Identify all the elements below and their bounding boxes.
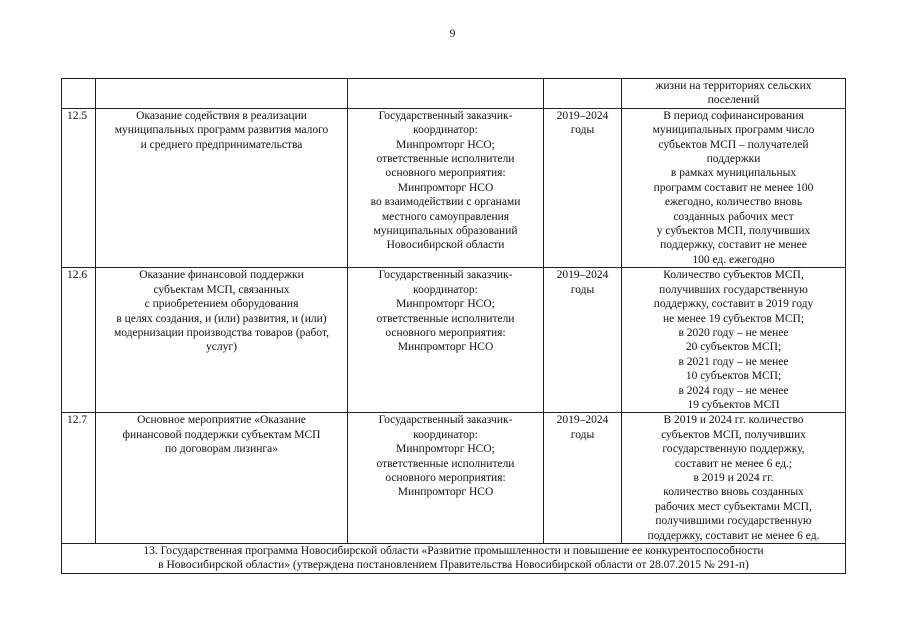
cell-executor-line: Государственный заказчик- bbox=[378, 109, 513, 122]
cell-indicator-line: муниципальных программ число bbox=[652, 124, 815, 137]
cell-indicator-line: поддержку, составит не менее 6 ед. bbox=[647, 529, 820, 542]
cell-indicator-line: В 2019 и 2024 гг. количество bbox=[663, 414, 804, 427]
cell-executor-line: Новосибирской области bbox=[386, 239, 505, 252]
cell-indicator-line: 100 ед. ежегодно bbox=[692, 253, 775, 266]
cell-name-line: по договорам лизинга» bbox=[165, 443, 278, 456]
cell-executor bbox=[348, 79, 544, 109]
cell-num: 12.6 bbox=[62, 268, 96, 413]
cell-name bbox=[96, 108, 348, 267]
cell-indicator-line: созданных рабочих мест bbox=[673, 210, 794, 223]
cell-indicator bbox=[622, 79, 846, 109]
cell-name-line: модернизации производства товаров (работ, bbox=[113, 326, 330, 339]
cell-period bbox=[544, 268, 622, 413]
cell-period-line: годы bbox=[570, 283, 595, 296]
cell-name-line: в целях создания, и (или) развития, и (или) bbox=[116, 312, 327, 325]
cell-executor-line: ответственные исполнители bbox=[376, 153, 515, 166]
cell-indicator-line: субъектов МСП – получателей bbox=[658, 138, 809, 151]
cell-indicator-line: в 2024 году – не менее bbox=[678, 384, 789, 397]
cell-indicator-line: субъектов МСП, получивших bbox=[661, 428, 806, 441]
cell-name bbox=[96, 413, 348, 544]
cell-name-line: муниципальных программ развития малого bbox=[114, 124, 329, 137]
cell-indicator-line: количество вновь созданных bbox=[663, 486, 804, 499]
cell-executor bbox=[348, 413, 544, 544]
indicator-line: поселений bbox=[707, 94, 760, 107]
section-title-line: 13. Государственная программа Новосибирской области «Развитие промышленности и повышение ее конкурентоспособности bbox=[143, 545, 764, 557]
cell-name bbox=[96, 79, 348, 109]
cell-executor-line: координатор: bbox=[413, 124, 478, 137]
cell-indicator bbox=[622, 413, 846, 544]
cell-indicator-line: получивших государственную bbox=[659, 283, 808, 296]
cell-indicator-line: 20 субъектов МСП; bbox=[685, 341, 782, 354]
page-number: 9 bbox=[449, 28, 456, 40]
section-title-cell bbox=[62, 544, 846, 574]
table-row-continued bbox=[62, 79, 846, 109]
cell-indicator-line: 10 субъектов МСП; bbox=[685, 370, 782, 383]
cell-indicator-line: программ составит не менее 100 bbox=[653, 181, 814, 194]
cell-executor-line: муниципальных образований bbox=[373, 225, 518, 238]
measures-table bbox=[61, 78, 846, 574]
cell-name-line: Оказание финансовой поддержки bbox=[139, 269, 304, 282]
cell-indicator-line: в 2019 и 2024 гг. bbox=[693, 471, 774, 484]
cell-executor-line: во взаимодействии с органами bbox=[370, 196, 521, 209]
cell-period-line: годы bbox=[570, 124, 595, 137]
cell-executor-line: Минпромторг НСО; bbox=[396, 443, 495, 456]
cell-executor-line: Минпромторг НСО; bbox=[396, 138, 495, 151]
cell-indicator-line: поддержки bbox=[706, 153, 761, 166]
cell-period-line: 2019–2024 bbox=[556, 269, 609, 282]
cell-executor-line: ответственные исполнители bbox=[376, 457, 515, 470]
cell-period-line: годы bbox=[570, 428, 595, 441]
table-row bbox=[62, 413, 846, 544]
cell-name-line: с приобретением оборудования bbox=[144, 298, 299, 311]
cell-num: 12.5 bbox=[62, 108, 96, 267]
cell-indicator-line: 19 субъектов МСП bbox=[687, 398, 780, 411]
cell-name-line: Основное мероприятие «Оказание bbox=[137, 414, 306, 427]
cell-executor-line: Государственный заказчик- bbox=[378, 269, 513, 282]
cell-indicator bbox=[622, 268, 846, 413]
cell-indicator-line: государственную поддержку, bbox=[662, 443, 805, 456]
cell-indicator-line: в 2021 году – не менее bbox=[678, 355, 789, 368]
cell-executor-line: местного самоуправления bbox=[381, 210, 510, 223]
cell-indicator-line: Количество субъектов МСП, bbox=[663, 269, 804, 282]
table-row bbox=[62, 268, 846, 413]
cell-period bbox=[544, 79, 622, 109]
cell-indicator-line: рабочих мест субъектами МСП, bbox=[655, 500, 812, 513]
indicator-line: жизни на территориях сельских bbox=[655, 80, 812, 92]
cell-indicator-line: получившими государственную bbox=[655, 515, 812, 528]
cell-indicator-line: составит не менее 6 ед.; bbox=[674, 457, 793, 470]
section-title-line: в Новосибирской области» (утверждена постановлением Правительства Новосибирской области от 28.07.2015 № 291-п) bbox=[158, 559, 749, 572]
cell-executor-line: ответственные исполнители bbox=[376, 312, 515, 325]
cell-name-line: финансовой поддержки субъектам МСП bbox=[122, 428, 321, 441]
cell-executor-line: основного мероприятия: bbox=[385, 326, 506, 339]
cell-executor bbox=[348, 268, 544, 413]
table-row-section-footer bbox=[62, 544, 846, 574]
cell-executor-line: координатор: bbox=[413, 428, 478, 441]
cell-indicator-line: поддержку, составит в 2019 году bbox=[653, 298, 814, 311]
cell-indicator-line: не менее 19 субъектов МСП; bbox=[662, 312, 805, 325]
cell-indicator-line: В период софинансирования bbox=[663, 109, 804, 122]
cell-name-line: Оказание содействия в реализации bbox=[136, 109, 307, 122]
cell-executor-line: основного мероприятия: bbox=[385, 471, 506, 484]
cell-name-line: и среднего предпринимательства bbox=[140, 138, 303, 151]
cell-name bbox=[96, 268, 348, 413]
cell-executor-line: Минпромторг НСО bbox=[397, 181, 494, 194]
cell-period-line: 2019–2024 bbox=[556, 109, 609, 122]
cell-indicator-line: в 2020 году – не менее bbox=[678, 326, 789, 339]
cell-indicator bbox=[622, 108, 846, 267]
table-row bbox=[62, 108, 846, 267]
cell-executor-line: основного мероприятия: bbox=[385, 167, 506, 180]
cell-indicator-line: поддержку, составит не менее bbox=[660, 239, 807, 252]
cell-num: 12.7 bbox=[62, 413, 96, 544]
cell-name-line: услуг) bbox=[206, 341, 237, 354]
cell-num bbox=[62, 79, 96, 109]
cell-period bbox=[544, 413, 622, 544]
cell-indicator-line: ежегодно, количество вновь bbox=[664, 196, 803, 209]
cell-executor-line: Минпромторг НСО bbox=[397, 486, 494, 499]
cell-executor-line: Государственный заказчик- bbox=[378, 414, 513, 427]
cell-indicator-line: у субъектов МСП, получивших bbox=[656, 225, 811, 238]
cell-period-line: 2019–2024 bbox=[556, 414, 609, 427]
cell-period bbox=[544, 108, 622, 267]
cell-executor-line: координатор: bbox=[413, 283, 478, 296]
cell-name-line: субъектам МСП, связанных bbox=[153, 283, 290, 296]
cell-executor-line: Минпромторг НСО bbox=[397, 341, 494, 354]
cell-executor bbox=[348, 108, 544, 267]
cell-indicator-line: в рамках муниципальных bbox=[670, 167, 797, 180]
cell-executor-line: Минпромторг НСО; bbox=[396, 298, 495, 311]
